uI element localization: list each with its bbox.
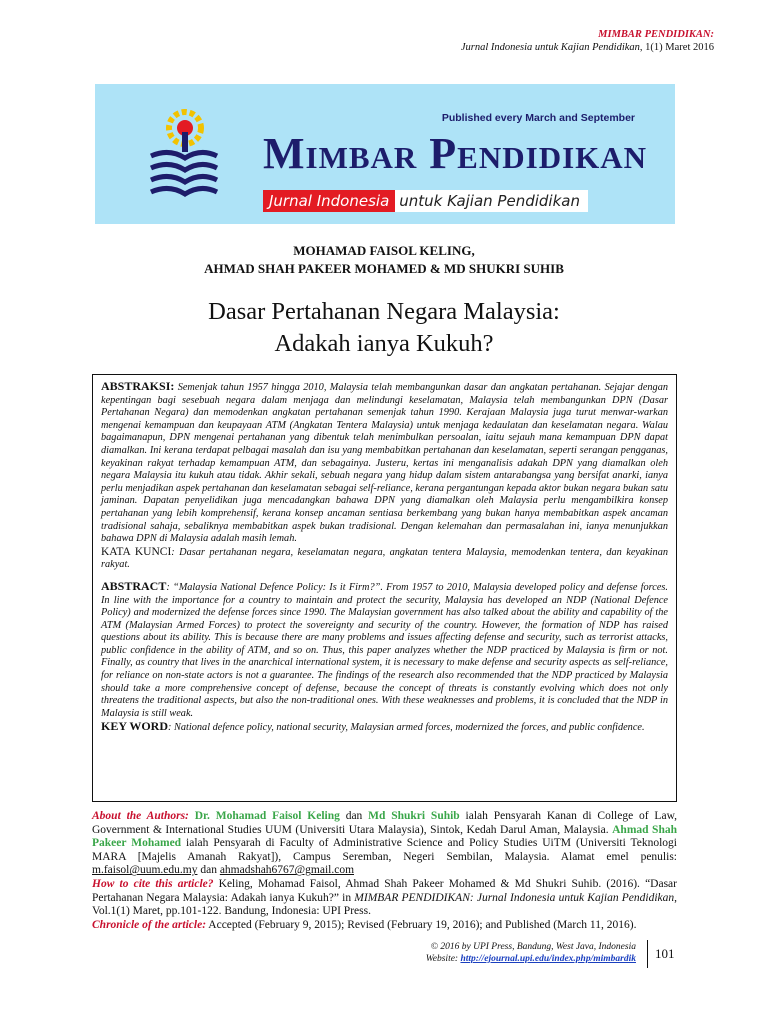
key-word-paragraph	[101, 720, 668, 735]
chronicle-label: Chronicle of the article:	[92, 918, 207, 931]
citation-label: How to cite this article?	[92, 877, 214, 890]
citation-text-2: , Vol.1(1) Maret, pp.101-122. Bandung, Indonesia: UPI Press.	[92, 891, 678, 918]
key-word-text: : National defence policy, national security, Malaysian armed forces, modernized the forces, and public confidence.	[168, 722, 645, 734]
abstraksi-text: Semenjak tahun 1957 hingga 2010, Malaysia telah membangunkan dasar dan angkatan pertahanan. Sejajar dengan kepentingan bagi sesebuah negara dalam menjaga dan melindungi keselamatan, Malaysia telah membangunkan DPN (Dasar Pertahanan Negara) dan memodenkan angkatan pertahanan semenjak tahun 1990. Kerajaan Malaysia juga turut menwar-warkan mengenai kemampuan dan keupayaan ATM (Angkatan Tentera Malaysia) untuk menjaga kedaulatan dan keselamatan negara. Walau bagaimanapun, DPN mengenai pertahanan yang dibentuk telah menimbulkan persoalan, iaitu sejauh mana kemampuan DPN dapat diamalkan. Ini kerana terdapat pelbagai masalah dan isu yang membabitkan pertahanan dan keselamatan, seperti serangan pengganas, keyakinan rakyat terhadap kemampuan ATM, dan sebagainya. Justeru, kertas ini menganalisis adakah DPN yang diamalkan oleh negara Malaysia itu kukuh atau tidak. Akhir sekali, sebuah negara yang hidup dalam sistem antarabangsa yang bersifat anarki, ianya perlu menjadikan aspek pertahanan dan keselamatan sebagai self-reliance, kerana pergantungan kepada aktor bukan negara bukan satu jaminan. Dapatan penyelidikan juga mencadangkan bahawa DPN yang diamalkan oleh Malaysia perlu mengambilkira konsep pertahanan yang lebih komprehensif, kerana konsep ancaman sentiasa berkembang yang bukan hanya membabitkan aspek ancaman tradisional sahaja, sebaliknya membabitkan aspek bukan tradisional. Dengan kelemahan dan permasalahan ini, ianya menunjukkan bahawa DPN di Malaysia adalah masih lemah.	[101, 382, 668, 545]
running-head	[461, 28, 714, 54]
about-conjunction-1: dan	[339, 810, 369, 822]
banner-journal-title: Mimbar Pendidikan	[263, 129, 648, 178]
footer-website-label: Website:	[425, 954, 461, 964]
about-author-1: Dr. Mohamad Faisol Keling	[194, 810, 340, 822]
banner-published-note: Published every March and September	[441, 112, 635, 124]
author-line-1: MOHAMAD FAISOL KELING,	[293, 243, 475, 258]
running-head-subtitle-italic: Jurnal Indonesia untuk Kajian Pendidikan	[460, 42, 640, 53]
running-head-subtitle	[461, 41, 714, 54]
article-info	[92, 810, 677, 932]
about-text-1: ialah Pensyarah Kanan di College of Law, Government & International Studies UUM (Universiti Utara Malaysia), Sintok, Kedah Darul Aman, Malaysia.	[92, 810, 677, 836]
about-authors-label: About the Authors:	[92, 810, 189, 822]
author-email-2-link[interactable]: ahmadshah6767@gmail.com	[219, 864, 355, 877]
kata-kunci-paragraph	[101, 546, 668, 572]
abstract-text: : “Malaysia National Defence Policy: Is it Firm?”. From 1957 to 2010, Malaysia developed policy and defense forces. In line with the importance for a country to maintain and protect the security, Malaysia has developed an NDP (National Defence Policy) and modernized the defense forces since 1990. The Malaysian government has also talked about the ability and capability of the ATM (Malaysian Armed Forces) to protect the sovereignty and security of the country. However, the formation of NDP has raised questions about its ability. This is because there are many problems and issues affecting defense and security, such as terrorist attacks, public confidence in the ability of ATM, and so on. Thus, this paper analyzes whether the NDP practiced by Malaysia is firm or not. Finally, as country that lives in the anarchical international system, it is necessary to make defense and security aspects as self-reliance, for reliance on non-state actors is not a guarantee. The findings of the research also recommended that the NDP practiced by Malaysia should take a more comprehensive concept of defense, because the concept of threats is constantly evolving which does not only threatens the traditional aspects, but also the non-traditional ones. With these weaknesses and problems, it is concluded that the NDP in Malaysia is still weak.	[101, 581, 668, 719]
paper-title	[0, 296, 768, 360]
citation-paragraph	[92, 878, 677, 919]
banner-tagline-white: untuk Kajian Pendidikan	[395, 190, 588, 212]
abstract-paragraph	[101, 580, 668, 721]
author-email-1-link[interactable]: m.faisol@uum.edu.my	[92, 864, 198, 877]
abstract-box	[92, 374, 677, 802]
citation-text-1: Keling, Mohamad Faisol, Ahmad Shah Pakeer Mohamed & Md Shukri Suhib. (2016). “Dasar Pertahanan Negara Malaysia: Adakah ianya Kukuh?” in	[92, 877, 677, 904]
about-authors-paragraph	[92, 810, 677, 878]
paper-title-line-1: Dasar Pertahanan Negara Malaysia:	[208, 298, 560, 325]
author-names	[0, 242, 768, 278]
footer-divider	[647, 940, 648, 968]
kata-kunci-text: : Dasar pertahanan negara, keselamatan negara, angkatan tentera Malaysia, memodenkan tentera, dan keyakinan rakyat.	[101, 546, 668, 571]
kata-kunci-label: KATA KUNCI	[101, 545, 172, 558]
upi-logo-icon	[145, 108, 219, 204]
page-number: 101	[655, 946, 675, 961]
paper-title-line-2: Adakah ianya Kukuh?	[274, 330, 494, 357]
about-author-3: Ahmad Shah Pakeer Mohamed	[92, 823, 677, 850]
citation-journal: MIMBAR PENDIDIKAN: Jurnal Indonesia untuk Kajian Pendidikan	[354, 891, 675, 904]
chronicle-paragraph	[92, 919, 677, 933]
running-head-journal: MIMBAR PENDIDIKAN:	[598, 29, 714, 40]
about-text-2: ialah Pensyarah di Faculty of Administrative Science and Policy Studies UiTM (Universiti Teknologi MARA [Majelis Amanah Rakyat]), Campus Seremban, Negeri Sembilan, Malaysia. Alamat emel penulis:	[92, 837, 678, 863]
about-author-2: Md Shukri Suhib	[368, 810, 460, 822]
footer-copyright: © 2016 by UPI Press, Bandung, West Java, Indonesia	[430, 942, 636, 952]
journal-banner	[95, 84, 675, 224]
banner-tagline	[263, 190, 588, 212]
abstraksi-label: ABSTRAKSI:	[101, 379, 175, 393]
chronicle-text: Accepted (February 9, 2015); Revised (February 19, 2016); and Published (March 11, 2016).	[206, 918, 637, 931]
about-conjunction-2: dan	[197, 864, 220, 877]
key-word-label: KEY WORD	[101, 719, 169, 734]
abstraksi-paragraph	[101, 380, 668, 546]
footer-website-link[interactable]: http://ejournal.upi.edu/index.php/mimbardik	[460, 954, 636, 964]
running-head-issue: , 1(1) Maret 2016	[639, 42, 714, 53]
footer-website	[426, 953, 636, 965]
banner-tagline-red: Jurnal Indonesia	[263, 190, 395, 212]
author-line-2: AHMAD SHAH PAKEER MOHAMED & MD SHUKRI SUHIB	[204, 261, 564, 276]
page-footer	[426, 941, 636, 965]
abstract-label: ABSTRACT	[101, 578, 167, 593]
